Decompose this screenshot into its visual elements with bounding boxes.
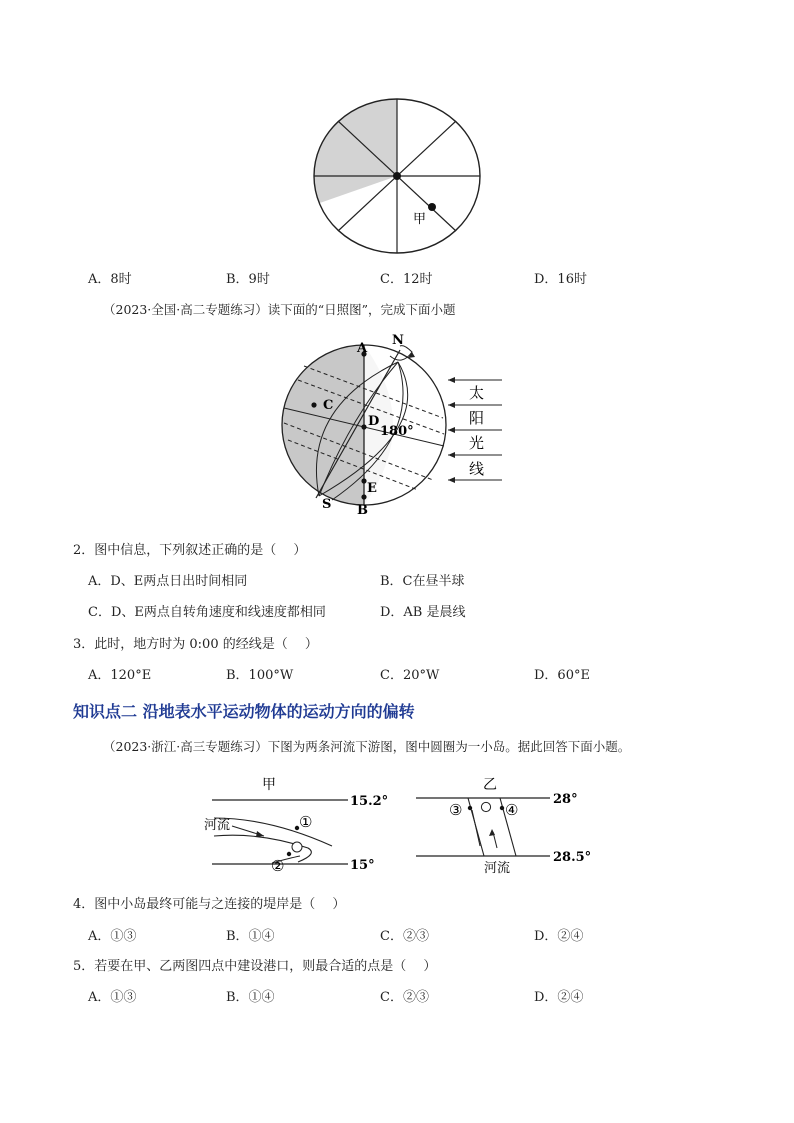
q5-stem: 5．若要在甲、乙两图四点中建设港口，则最合适的点是（ ） <box>73 959 437 974</box>
q4-option-c[interactable]: C．②③ <box>380 929 429 944</box>
label-D: D <box>368 414 380 429</box>
right-river-label: 河流 <box>484 861 511 876</box>
label-A: A <box>357 341 368 356</box>
left-point-1: ① <box>299 813 313 831</box>
q4-option-b[interactable]: B．①④ <box>226 929 275 944</box>
q5-option-c[interactable]: C．②③ <box>380 990 429 1005</box>
q5-option-b[interactable]: B．①④ <box>226 990 275 1005</box>
right-point-3: ③ <box>449 801 463 819</box>
label-N: N <box>392 333 404 348</box>
intro-sunlight-figure: （2023·全国·高二专题练习）读下面的“日照图”，完成下面小题 <box>103 302 456 317</box>
right-point-4: ④ <box>505 801 519 819</box>
q2-option-d[interactable]: D．AB 是晨线 <box>380 605 466 620</box>
q2-option-a[interactable]: A．D、E两点日出时间相同 <box>88 574 248 589</box>
center-point <box>393 172 401 180</box>
right-lat-bottom: 28.5° <box>553 850 592 865</box>
q3-option-b[interactable]: B．100°W <box>226 668 294 683</box>
q4-stem: 4．图中小岛最终可能与之连接的堤岸是（ ） <box>73 897 346 912</box>
q1-option-b[interactable]: B．9时 <box>226 272 270 287</box>
q3-stem: 3．此时，地方时为 0:00 的经线是（ ） <box>73 637 318 652</box>
intro-river-figure: （2023·浙江·高三专题练习）下图为两条河流下游图，图中圆圈为一小岛。据此回答下面小题。 <box>103 739 631 754</box>
q1-option-d[interactable]: D．16时 <box>534 272 587 287</box>
label-S: S <box>322 497 332 512</box>
left-lat-top: 15.2° <box>350 794 389 809</box>
q4-option-d[interactable]: D．②④ <box>534 929 584 944</box>
q4-option-a[interactable]: A．①③ <box>88 929 137 944</box>
sunlight-figure <box>272 328 512 520</box>
sun-char-1: 太 <box>469 384 485 402</box>
q5-option-d[interactable]: D．②④ <box>534 990 584 1005</box>
q2-option-c[interactable]: C．D、E两点自转角速度和线速度都相同 <box>88 605 326 620</box>
right-lat-top: 28° <box>553 792 578 807</box>
sun-char-4: 线 <box>469 460 485 478</box>
river-figure <box>200 770 600 882</box>
left-title: 甲 <box>262 777 276 793</box>
label-B: B <box>357 503 368 518</box>
sector-circle-figure <box>310 95 486 257</box>
q2-option-b[interactable]: B．C在昼半球 <box>380 574 465 589</box>
left-lat-bottom: 15° <box>350 858 375 873</box>
q2-stem: 2．图中信息，下列叙述正确的是（ ） <box>73 543 307 558</box>
label-E: E <box>367 481 377 496</box>
right-title: 乙 <box>483 777 497 793</box>
left-point-2: ② <box>271 857 285 875</box>
label-jia: 甲 <box>413 212 427 227</box>
label-180: 180° <box>380 424 414 439</box>
section-heading: 知识点二 沿地表水平运动物体的运动方向的偏转 <box>73 702 415 721</box>
q1-option-a[interactable]: A．8时 <box>88 272 132 287</box>
q5-option-a[interactable]: A．①③ <box>88 990 137 1005</box>
q3-option-a[interactable]: A．120°E <box>88 668 152 683</box>
q3-option-d[interactable]: D．60°E <box>534 668 590 683</box>
q1-option-c[interactable]: C．12时 <box>380 272 433 287</box>
label-C: C <box>323 398 334 413</box>
sun-char-3: 光 <box>469 434 485 452</box>
q3-option-c[interactable]: C．20°W <box>380 668 440 683</box>
left-river-label: 河流 <box>204 818 231 833</box>
point-jia <box>428 203 436 211</box>
sun-char-2: 阳 <box>469 409 485 427</box>
